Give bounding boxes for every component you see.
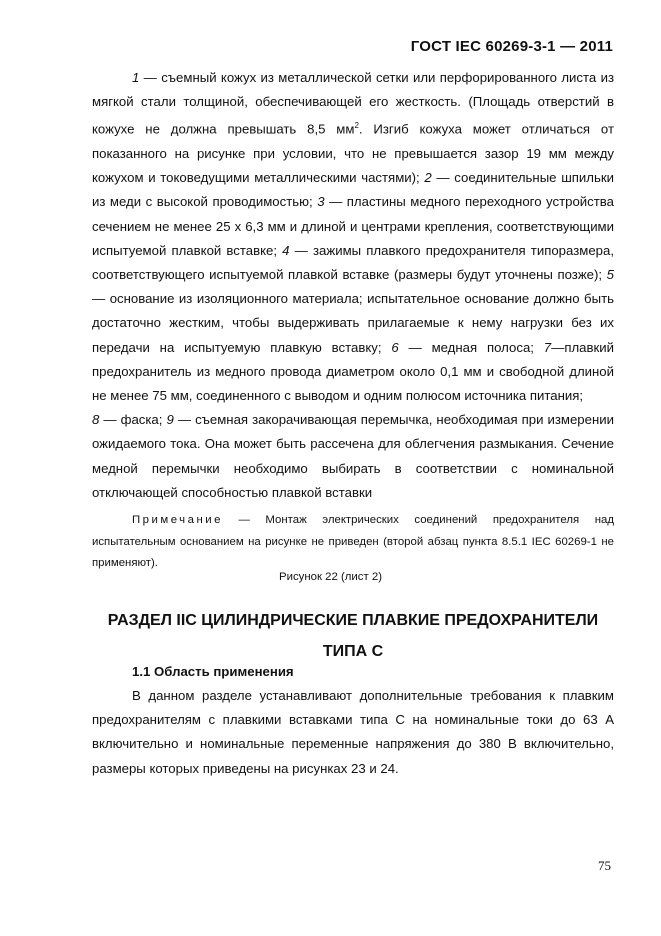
legend-num: 7: [543, 339, 552, 355]
legend-num: 9: [166, 412, 174, 428]
section-title: РАЗДЕЛ IIC ЦИЛИНДРИЧЕСКИЕ ПЛАВКИЕ ПРЕДОХРАНИТЕЛИ ТИПА С: [107, 612, 599, 660]
figure-legend: [92, 66, 614, 505]
legend-text: — фаска;: [99, 412, 167, 428]
section-paragraph: В данном разделе устанавливают дополнительные требования к плавким предохранителям с плавкими вставками типа С на номинальные токи до 63 А включительно и номинальные переменные напряжения до 380 В включительно, размеры которых приведены на рисунках 23 и 24.: [92, 688, 614, 776]
document-header: ГОСТ IEC 60269-3-1 — 2011: [410, 38, 613, 55]
legend-text: —плавкий предохранитель из медного провода диаметром около 0,1 мм и свободной длиной не менее 75 мм, соединенного с выводом и одним полюсом источника питания;: [92, 339, 614, 404]
figure-note: [92, 510, 614, 575]
legend-paragraph: [92, 408, 614, 505]
subsection-heading: 1.1 Область применения: [132, 664, 294, 679]
legend-text: — пластины медного переходного устройства сечением не менее 25 x 6,3 мм и длиной и центрами крепления, соответствующими испытуемой плавкой вставке;: [92, 194, 614, 258]
legend-text: . Изгиб кожуха может отличаться от показанного на рисунке при условии, что не превышается зазор 19 мм между кожухом и токоведущими металлическими частями);: [92, 121, 614, 186]
legend-num: 3: [317, 194, 325, 210]
legend-num: 6: [391, 339, 399, 355]
page-number: 75: [598, 858, 611, 873]
legend-num: 4: [282, 242, 290, 258]
legend-text: — медная полоса;: [398, 339, 544, 355]
legend-text: — зажимы плавкого предохранителя типоразмера, соответствующего испытуемой плавкой вставке (размеры будут уточнены позже);: [92, 242, 614, 283]
legend-text: — съемная закорачивающая перемычка, необходимая при измерении ожидаемого тока. Она может быть рассечена для облегчения размыкания. Сечение медной перемычки необходимо выбирать в соответствии с номинальной отключающей способностью плавкой вставки: [92, 412, 614, 500]
legend-text: — съемный кожух из металлической сетки или перфорированного листа из мягкой стали толщиной, обеспечивающей его жесткость. (Площадь отверстий в кожухе не должна превышать 8,5 мм: [92, 70, 614, 137]
legend-paragraph: [92, 66, 614, 408]
note-text: — Монтаж электрических соединений предохранителя над испытательным основанием на рисунке не приведен (второй абзац пункта 8.5.1 IEC 60269-1 не применяют).: [92, 514, 614, 569]
legend-text: — основание из изоляционного материала; испытательное основание должно быть достаточно жестким, чтобы выдерживать прилагаемые к нему нагрузки без их передачи на испытуемую плавкую вставку;: [92, 291, 614, 355]
note-label: Примечание: [132, 514, 223, 526]
legend-num: 8: [92, 412, 100, 428]
legend-text: — соединительные шпильки из меди с высокой проводимостью;: [92, 170, 614, 210]
legend-num: 2: [424, 170, 432, 186]
superscript: 2: [354, 121, 359, 131]
figure-caption: Рисунок 22 (лист 2): [279, 571, 382, 583]
legend-num: 5: [606, 267, 614, 283]
legend-num: 1: [132, 70, 140, 85]
